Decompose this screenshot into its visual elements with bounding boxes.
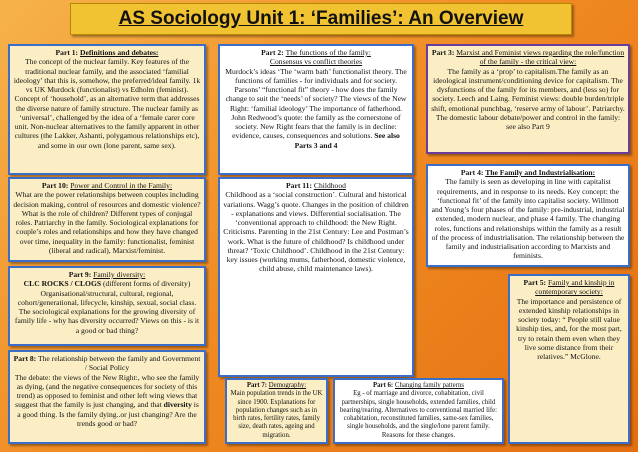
part-8-label: Part 8: (13, 354, 37, 363)
part-1-body: The concept of the nuclear family. Key features of the traditional nuclear family, and the associated ‘familial ideology’ that this is, somehow, the preferred/ideal family. 1k vs UK Murdock (functionalist) vs Edholm (feminist). Concept of ‘household’, as an alternative term that addresses the diverse nature of family structure. The nuclear family as ‘universal’, challenged by the idea of a ‘female carer core unit. Non-nuclear alternatives to the family apparent in other cultures (the Lakker, Ashanti, polygamous relationships etc), and some in our own (lone parent, same sex). (13, 57, 201, 150)
part-6-label: Part 6: (373, 382, 394, 389)
part-2-body: Murdock’s ideas ‘The ‘warm bath’ functionalist theory. The functions of families - for individuals and for society. Parsons’ “functional fit” theory - how does the family change to suit the ‘needs’ of society? The views of the New Right: ‘familial ideology’ The importance of fatherhood. John Redwood’s quote: the family as the cornerstone of society. New Right fears that the family is in decline: evidence, causes, consequences and solutions. (225, 66, 407, 141)
part-5-body: The importance and persistence of extended kinship relationships in society today: “ People still value kinship ties, and, for the most part, try to retain them even when they live some distance from their relatives.” McGlone. (516, 296, 622, 361)
part-5-heading: Family and kinship in contemporary society: (535, 278, 615, 297)
part-6-body: Eg - of marriage and divorce, cohabitation, civil partnerships, single households, extended families, child bearing/rearing. Alternatives to conventional married life: cohabitation, reconstituted families, same-sex families, single households, and the single/lone parent family. Reasons for these changes. (339, 390, 498, 439)
part-9-label: Part 9: (68, 270, 92, 279)
part-7-label: Part 7: (246, 382, 268, 389)
part-11-label: Part 11: (286, 181, 312, 190)
part-10-body: What are the power relationships between couples including decision making, control of resources and domestic violence? What is the role of children? Different types of conjugal roles. Patriarchy in the family. Sociological explanations for couple’s roles and relationships and how they have changed over time, inequality in the family: functionalist, feminist (liberal and radical), Marxist/feminist. (13, 190, 201, 255)
part-3-label: Part 3: (431, 48, 455, 57)
part-1-heading: Definitions and debates: (79, 48, 159, 57)
part-11-heading: Childhood (313, 181, 346, 190)
part-9-body: Organisational/structural, cultural, regional, cohort/generational, lifecycle, kinship, sexual, social class. The sociological explanations for the growing diversity of family life - why has diversity occurred? Views on this - is it a good or bad thing? (14, 288, 200, 335)
part-11-body: Childhood as a ‘social construction’. Cultural and historical variations. Wagg’s quote. Changes in the position of children - explanations and views. Differential socialisation. The ‘conventional approach to childhood: the New Right. Criticisms. Parenting in the 21st Century: Lee and Postman’s work. What is the future of childhood? Is childhood under threat? ‘Toxic Childhood’. Childhood in the 21st Century: key issues (working mums, fatherhood, domestic violence, child abuse, child maintenance laws). (223, 190, 409, 274)
part-2-box (218, 44, 414, 175)
part-5-box (508, 274, 630, 444)
part-10-heading: Power and Control in the Family: (70, 181, 173, 190)
part-7-heading: Demography: (268, 382, 307, 389)
part-8-diversity: diversity (163, 400, 192, 410)
part-9-acronym: CLC ROCKS / CLOGS (23, 279, 102, 289)
part-5-label: Part 5: (523, 278, 547, 287)
part-3-box (426, 44, 630, 154)
part-8-box (8, 350, 206, 444)
part-10-box (8, 177, 206, 262)
part-3-heading: Marxist and Feminist views regarding the role/function of the family - the critical view: (456, 48, 625, 67)
part-4-body: The family is seen as developing in line with capitalist requirements, and in response to its needs. Key concept: the ‘functional fit’ of the family into capitalist society. Willmott and Young’s four phases of the family: pre-industrial, industrial extended, modern nuclear, and phase 4 family. The changing roles, functions and relationships within the family as a result of the process of industrialisation. The relationship between the family and industrialisation according to Marxists and feminists. (431, 177, 625, 261)
part-9-heading: Family diversity: (93, 270, 146, 279)
part-7-box (225, 378, 328, 444)
part-9-box (8, 266, 206, 346)
part-2-see-also: See also Parts 3 and 4 (294, 131, 400, 150)
part-6-box (333, 378, 504, 444)
part-4-heading: The Family and Industrialisation: (485, 168, 596, 177)
part-7-body: Main population trends in the UK since 1900. Explanations for population changes such as in birth rates, fertility rates, family size, death rates, ageing and migration. (230, 390, 323, 439)
part-6-heading: Changing family patterns (394, 382, 464, 389)
part-8-body-end: is a good thing. Is the family dying..or just changing? Are the trends good or bad? (17, 400, 199, 428)
part-10-label: Part 10: (41, 181, 69, 190)
part-8-body: The debate: the views of the New Right:, who see the family as dying, (and the negative consequences for society of this trend) as opposed to feminist and other left wing views that suggest that the family is just changing, and that (14, 372, 200, 410)
part-2-label: Part 2: (261, 48, 284, 57)
part-9-acronym-note: (different forms of diversity) (102, 279, 191, 289)
part-4-label: Part 4: (460, 168, 484, 177)
part-11-box (218, 177, 414, 377)
part-2-subheading: Consensus vs conflict theories (269, 57, 363, 67)
part-8-heading: The relationship between the family and Government / Social Policy (37, 354, 201, 373)
part-1-box (8, 44, 206, 175)
part-2-heading: The functions of the family: (285, 48, 371, 57)
part-1-label: Part 1: (55, 48, 79, 57)
part-3-body: The family as a ‘prop’ to capitalism.The family as an ideological instrument/conditioning device for capitalism. The dysfunctions of the family for its members, and (less so) for society. Leech and Laing. Feminist views: double burden/triple shift, emotional punchbag, ‘reserve army of labour’. Patriarchy. The domestic labour debate/power and control in the family: see also Part 9 (431, 66, 625, 131)
part-4-box (426, 164, 630, 267)
page-title: AS Sociology Unit 1: ‘Families’: An Overview (70, 3, 572, 35)
